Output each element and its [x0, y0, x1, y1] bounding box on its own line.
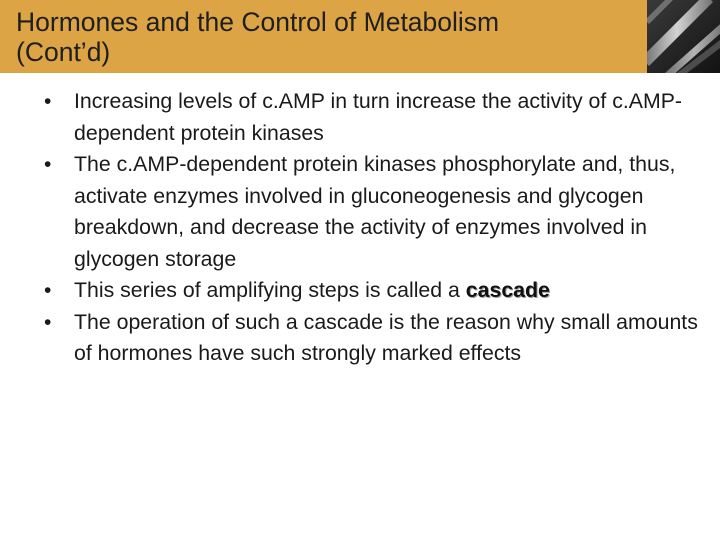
slide-title	[16, 7, 636, 67]
bullet-text: The c.AMP-dependent protein kinases phosphorylate and, thus, activate enzymes involved in gluconeogenesis and glycogen breakdown, and decrease the activity of enzymes involved in glycogen storage	[74, 152, 676, 271]
bullet-glyph: •	[44, 153, 52, 176]
bullet-text: This series of amplifying steps is called a	[74, 278, 466, 302]
bullet-item	[0, 307, 720, 370]
title-bar	[0, 0, 720, 73]
bullet-glyph: •	[44, 310, 52, 334]
slide-title-line-1: Hormones and the Control of Metabolism	[16, 7, 500, 37]
bullet-text: The operation of such a cascade is the reason why small amounts of hormones have such strongly marked effects	[74, 309, 698, 365]
bullet-item	[0, 275, 720, 307]
slide-title-line-2: (Cont’d)	[16, 37, 111, 67]
bullet-text: Increasing levels of c.AMP in turn increase the activity of c.AMP-dependent protein kinases	[74, 89, 683, 145]
bullet-glyph: •	[44, 90, 52, 113]
cascade-term: cascade	[465, 278, 550, 302]
bullet-item	[0, 149, 720, 275]
bullet-list	[0, 86, 720, 370]
bullet-glyph: •	[44, 279, 52, 302]
metallic-strands-icon	[647, 0, 720, 73]
bullet-item	[0, 86, 720, 149]
